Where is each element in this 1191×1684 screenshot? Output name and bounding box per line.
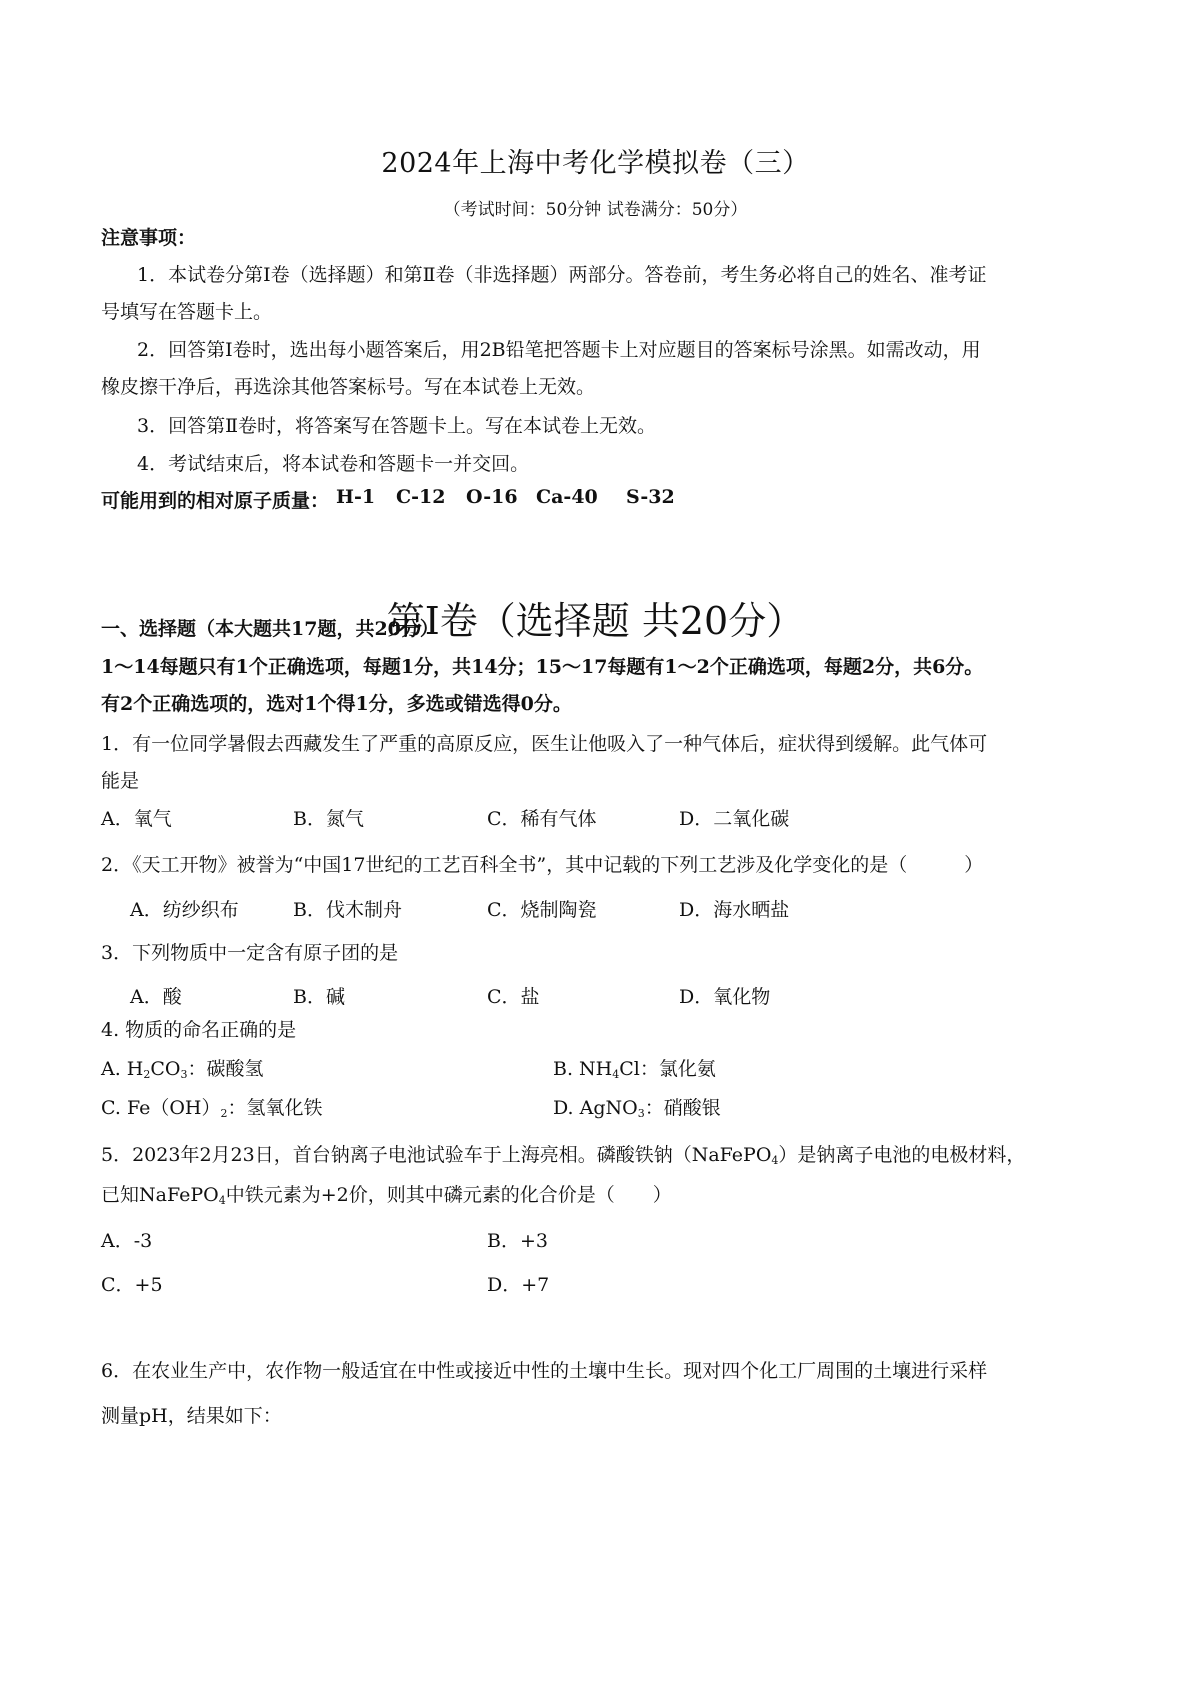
notice-item-2-line-2: 橡皮擦干净后，再选涂其他答案标号。写在本试卷上无效。 <box>101 376 596 398</box>
question-4-option-b: B. $NH_4Cl$：氯化氨 <box>553 1058 716 1081</box>
notice-item-3: 3．回答第Ⅱ卷时，将答案写在答题卡上。写在本试卷上无效。 <box>137 415 657 437</box>
question-3-option-a: A．酸 <box>130 986 182 1008</box>
notice-item-2-line-1: 2．回答第Ⅰ卷时，选出每小题答案后，用2B铅笔把答题卡上对应题目的答案标号涂黑。如需改动，用 <box>137 339 981 361</box>
question-3-option-d: D．氧化物 <box>679 986 771 1008</box>
question-1-line-2: 能是 <box>101 770 140 792</box>
question-1-option-a: A．氧气 <box>101 808 172 830</box>
question-6-line-2: 测量pH，结果如下： <box>101 1405 282 1427</box>
section-1-title: 第Ⅰ卷（选择题 共20分） <box>386 599 805 643</box>
atomic-mass-s: S-32 <box>626 486 675 508</box>
question-2-line-1: 2．《天工开物》被誉为“中国17世纪的工艺百科全书”，其中记载的下列工艺涉及化学变化的是（ ） <box>101 854 984 876</box>
question-5-line-1: 5．2023年2月23日，首台钠离子电池试验车于上海亮相。磷酸铁钠（NaFePO$_4$）是钠离子电池的电极材料， <box>101 1144 1026 1167</box>
question-1-option-b: B．氮气 <box>293 808 364 830</box>
exam-title: 2024年上海中考化学模拟卷（三） <box>381 148 810 179</box>
question-1-line-1: 1．有一位同学暑假去西藏发生了严重的高原反应，医生让他吸入了一种气体后，症状得到缓解。此气体可 <box>101 733 988 755</box>
atomic-mass-o: O-16 <box>466 486 518 508</box>
question-5-line-2: 已知NaFePO$_4$中铁元素为+2价，则其中磷元素的化合价是（ ） <box>101 1184 672 1207</box>
atomic-mass-h: H-1 <box>336 486 376 508</box>
question-4-option-c: C. $Fe(OH)_2$：氢氧化铁 <box>101 1097 323 1120</box>
section-1-heading: 一、选择题（本大题共17题，共20分） <box>101 618 439 640</box>
question-3-line-1: 3．下列物质中一定含有原子团的是 <box>101 942 399 964</box>
question-3-option-b: B．碱 <box>293 986 345 1008</box>
notice-item-1-line-1: 1．本试卷分第Ⅰ卷（选择题）和第Ⅱ卷（非选择题）两部分。答卷前，考生务必将自己的姓名、准考证 <box>137 264 987 286</box>
question-2-option-c: C．烧制陶瓷 <box>487 899 597 921</box>
question-5-option-c: C．+5 <box>101 1274 163 1296</box>
question-6-line-1: 6．在农业生产中，农作物一般适宜在中性或接近中性的土壤中生长。现对四个化工厂周围的土壤进行采样 <box>101 1360 988 1382</box>
notice-item-1-line-2: 号填写在答题卡上。 <box>101 301 273 323</box>
question-5-option-a: A．-3 <box>101 1230 153 1252</box>
exam-subtitle: （考试时间：50分钟 试卷满分：50分） <box>443 200 748 220</box>
question-5-option-d: D．+7 <box>487 1274 550 1296</box>
question-1-option-c: C．稀有气体 <box>487 808 597 830</box>
notice-heading: 注意事项： <box>101 227 197 249</box>
atomic-mass-label: 可能用到的相对原子质量： <box>101 490 330 512</box>
question-2-option-a: A．纺纱织布 <box>130 899 239 921</box>
question-5-option-b: B．+3 <box>487 1230 548 1252</box>
question-4-option-a: A. $H_2CO_3$：碳酸氢 <box>101 1058 264 1081</box>
section-1-rule-line-1: 1～14每题只有1个正确选项，每题1分，共14分；15～17每题有1～2个正确选项，每题2分，共6分。 <box>101 656 984 678</box>
question-2-option-b: B．伐木制舟 <box>293 899 402 921</box>
question-4-option-d: D. AgNO$_3$：硝酸银 <box>553 1097 721 1120</box>
atomic-mass-ca: Ca-40 <box>536 486 598 508</box>
atomic-mass-c: C-12 <box>396 486 446 508</box>
section-1-rule-line-2: 有2个正确选项的，选对1个得1分，多选或错选得0分。 <box>101 693 572 715</box>
question-1-option-d: D．二氧化碳 <box>679 808 790 830</box>
question-2-option-d: D．海水晒盐 <box>679 899 790 921</box>
question-3-option-c: C．盐 <box>487 986 540 1008</box>
notice-item-4: 4．考试结束后，将本试卷和答题卡一并交回。 <box>137 453 530 475</box>
question-4-line-1: 4. 物质的命名正确的是 <box>101 1019 297 1041</box>
